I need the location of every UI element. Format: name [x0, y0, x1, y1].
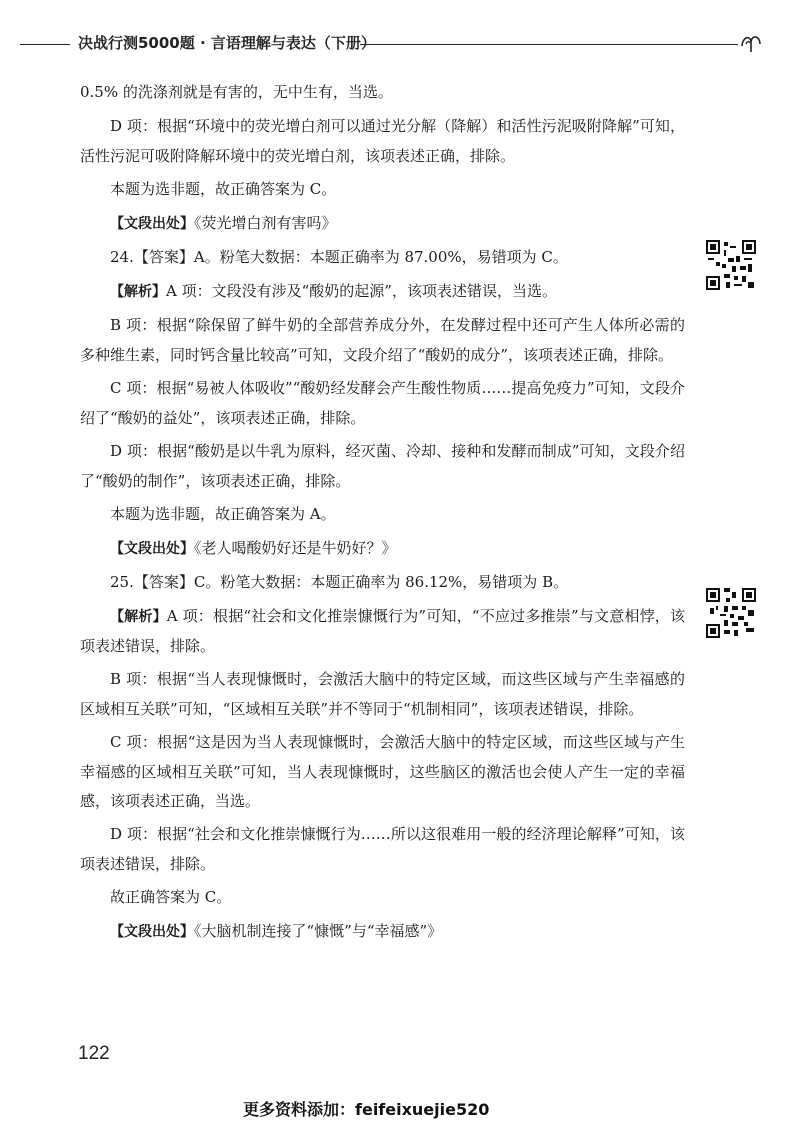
running-header: [0, 30, 800, 62]
header-title: 决战行测5000题 · 言语理解与表达（下册）: [78, 34, 376, 52]
paragraph: C 项：根据“易被人体吸收”“酸奶经发酵会产生酸性物质……提高免疫力”可知，文段介绍了“酸奶的益处”，该项表述正确，排除。: [80, 379, 685, 427]
qr-code-icon[interactable]: [706, 240, 756, 290]
analysis-paragraph: 【解析】A 项：文段没有涉及“酸奶的起源”，该项表述错误，当选。: [110, 282, 557, 300]
page-number: 122: [78, 1043, 110, 1064]
answer-explanation-body: [80, 78, 685, 951]
answer-line: 25.【答案】C。粉笔大数据：本题正确率为 86.12%，易错项为 B。: [110, 573, 569, 591]
paragraph: D 项：根据“环境中的荧光增白剂可以通过光分解（降解）和活性污泥吸附降解”可知，活性污泥可吸附降解环境中的荧光增白剂，该项表述正确，排除。: [80, 117, 685, 165]
paragraph: D 项：根据“社会和文化推崇慷慨行为……所以这很难用一般的经济理论解释”可知，该项表述错误，排除。: [80, 825, 685, 873]
header-rule-left: [20, 44, 70, 45]
source-citation: 【文段出处】《老人喝酸奶好还是牛奶好？》: [110, 539, 397, 557]
source-citation: 【文段出处】《荧光增白剂有害吗》: [110, 214, 337, 232]
paragraph: 本题为选非题，故正确答案为 C。: [110, 180, 337, 198]
footer-note: 更多资料添加：feifeixuejie520: [243, 1100, 490, 1119]
paragraph: 故正确答案为 C。: [110, 888, 232, 906]
paragraph: B 项：根据“当人表现慷慨时，会激活大脑中的特定区域，而这些区域与产生幸福感的区域相互关联”可知，“区域相互关联”并不等同于“机制相同”，该项表述错误，排除。: [80, 670, 685, 718]
header-rule-right: [360, 44, 738, 45]
paragraph: 本题为选非题，故正确答案为 A。: [110, 505, 336, 523]
paragraph: D 项：根据“酸奶是以牛乳为原料，经灭菌、冷却、接种和发酵而制成”可知，文段介绍了“酸奶的制作”，该项表述正确，排除。: [80, 442, 685, 490]
qr-code-icon[interactable]: [706, 588, 756, 638]
source-citation: 【文段出处】《大脑机制连接了“慷慨”与“幸福感”》: [110, 922, 443, 940]
paragraph: 0.5% 的洗涤剂就是有害的，无中生有，当选。: [80, 83, 393, 101]
paragraph: B 项：根据“除保留了鲜牛奶的全部营养成分外，在发酵过程中还可产生人体所必需的多种维生素，同时钙含量比较高”可知，文段介绍了“酸奶的成分”，该项表述正确，排除。: [80, 316, 685, 364]
analysis-paragraph: 【解析】A 项：根据“社会和文化推崇慷慨行为”可知，“不应过多推崇”与文意相悖，该项表述错误，排除。: [80, 607, 686, 655]
leaf-icon: [738, 30, 764, 56]
answer-line: 24.【答案】A。粉笔大数据：本题正确率为 87.00%，易错项为 C。: [110, 248, 568, 266]
paragraph: C 项：根据“这是因为当人表现慷慨时，会激活大脑中的特定区域，而这些区域与产生幸福感的区域相互关联”可知，当人表现慷慨时，这些脑区的激活也会使人产生一定的幸福感，该项表述正确，当选。: [80, 733, 685, 810]
